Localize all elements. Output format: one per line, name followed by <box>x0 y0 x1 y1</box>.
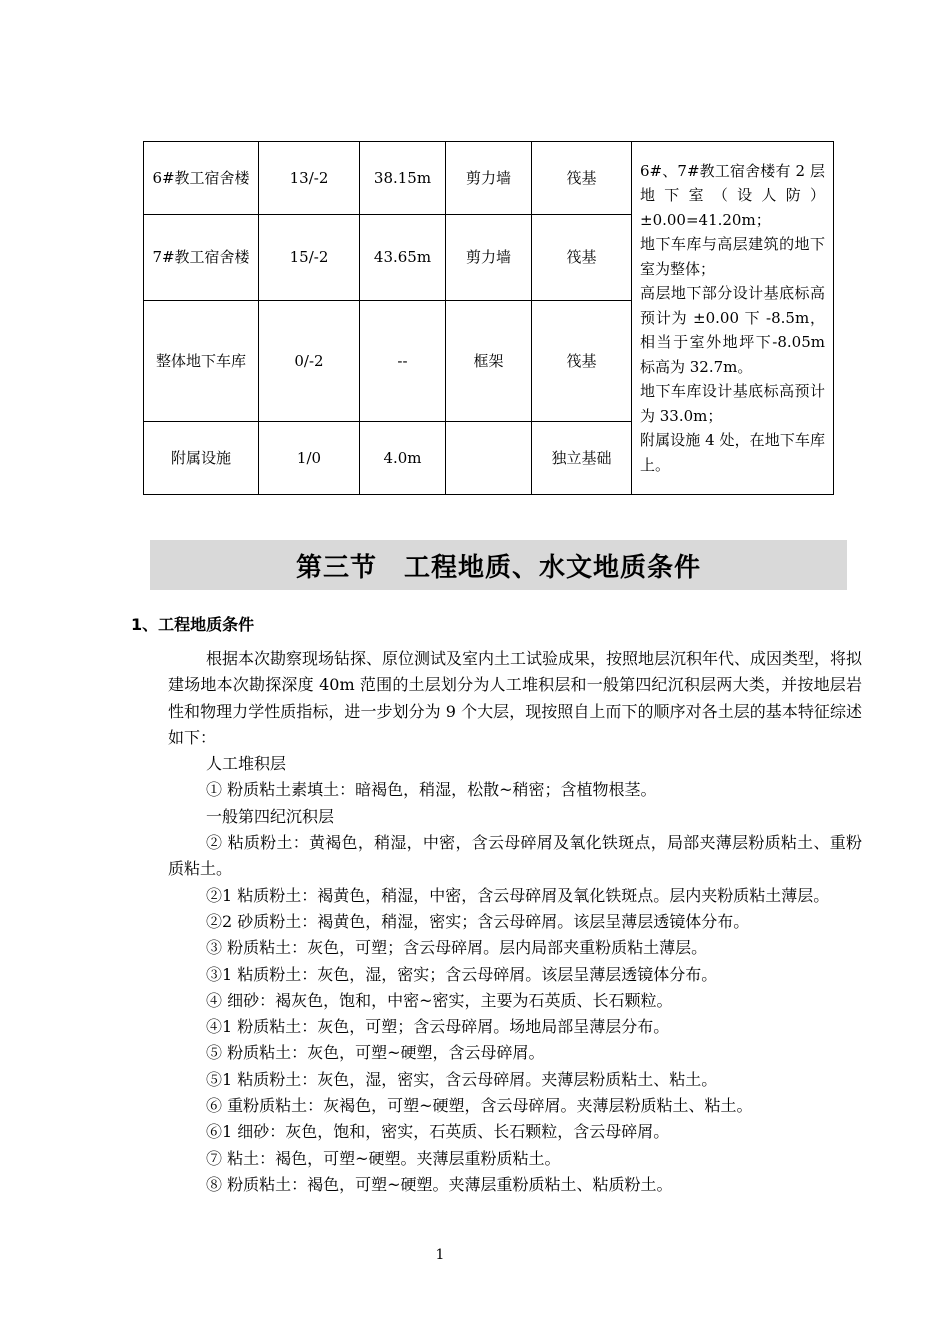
subsection-heading: 1、工程地质条件 <box>131 615 255 634</box>
foundation-cell: 筏基 <box>532 142 632 215</box>
note-line: 地下车库设计基底标高预计为 33.0m； <box>640 382 825 425</box>
floors-cell: 15/-2 <box>259 215 360 301</box>
soil-layer-item: ②2 砂质粉土：褐黄色，稍湿，密实；含云母碎屑。该层呈薄层透镜体分布。 <box>206 911 750 931</box>
layer-group-heading: 人工堆积层 <box>206 754 287 774</box>
notes-cell <box>632 142 834 495</box>
height-cell: -- <box>360 301 446 422</box>
note-line: 6#、7#教工宿舍楼有 2 层地下室（设人防）±0.00=41.20m； <box>640 161 825 229</box>
structure-cell: 剪力墙 <box>446 142 532 215</box>
height-cell: 4.0m <box>360 422 446 495</box>
table-row <box>144 142 834 215</box>
soil-layer-item: ⑥ 重粉质粘土：灰褐色，可塑~硬塑，含云母碎屑。夹薄层粉质粘土、粘土。 <box>206 1096 753 1116</box>
note-line: 地下车库与高层建筑的地下室为整体； <box>640 235 825 278</box>
height-cell: 38.15m <box>360 142 446 215</box>
intro-paragraph: 根据本次勘察现场钻探、原位测试及室内土工试验成果，按照地层沉积年代、成因类型，将拟建场地本次勘探深度 40m 范围的土层划分为人工堆积层和一般第四纪沉积层两大类，并按地层岩性和物理力学性质指标，进一步划分为 9 个大层，现按照自上而下的顺序对各土层的基本特征综述如下： <box>168 649 863 747</box>
section-title: 第三节 工程地质、水文地质条件 <box>295 552 701 583</box>
note-line: 高层地下部分设计基底标高预计为 ±0.00 下 -8.5m，相当于室外地坪下-8.05m 标高为 32.7m。 <box>640 284 825 376</box>
building-info-table <box>143 141 834 495</box>
structure-cell: 框架 <box>446 301 532 422</box>
foundation-cell: 筏基 <box>532 301 632 422</box>
soil-layer-item: ⑧ 粉质粘土：褐色，可塑~硬塑。夹薄层重粉质粘土、粘质粉土。 <box>206 1174 673 1194</box>
building-name-cell: 6#教工宿舍楼 <box>144 142 259 215</box>
floors-cell: 0/-2 <box>259 301 360 422</box>
building-name-cell: 整体地下车库 <box>144 301 259 422</box>
floors-cell: 13/-2 <box>259 142 360 215</box>
structure-cell <box>446 422 532 495</box>
foundation-cell: 筏基 <box>532 215 632 301</box>
soil-layer-item: ⑥1 细砂：灰色，饱和，密实，石英质、长石颗粒，含云母碎屑。 <box>206 1122 670 1142</box>
soil-layer-item: ④ 细砂：褐灰色，饱和，中密~密实，主要为石英质、长石颗粒。 <box>206 990 673 1010</box>
height-cell: 43.65m <box>360 215 446 301</box>
soil-layer-item: ④1 粉质粘土：灰色，可塑；含云母碎屑。场地局部呈薄层分布。 <box>206 1017 670 1037</box>
foundation-cell: 独立基础 <box>532 422 632 495</box>
section-title-bar <box>150 540 847 590</box>
building-name-cell: 附属设施 <box>144 422 259 495</box>
soil-layer-item: ⑤ 粉质粘土：灰色，可塑~硬塑，含云母碎屑。 <box>206 1043 545 1063</box>
soil-layer-item: ② 粘质粉土：黄褐色，稍湿，中密，含云母碎屑及氧化铁斑点，局部夹薄层粉质粘土、重粉质粘土。 <box>168 833 862 879</box>
soil-layer-item: ① 粉质粘土素填土：暗褐色，稍湿，松散~稍密；含植物根茎。 <box>206 780 657 800</box>
body-text <box>168 646 862 1198</box>
soil-layer-item: ③ 粉质粘土：灰色，可塑；含云母碎屑。层内局部夹重粉质粘土薄层。 <box>206 938 708 958</box>
layer-group-heading: 一般第四纪沉积层 <box>206 806 335 826</box>
soil-layer-item: ⑦ 粘土：褐色，可塑~硬塑。夹薄层重粉质粘土。 <box>206 1148 561 1168</box>
structure-cell: 剪力墙 <box>446 215 532 301</box>
soil-layer-item: ⑤1 粘质粉土：灰色，湿，密实，含云母碎屑。夹薄层粉质粘土、粘土。 <box>206 1069 718 1089</box>
soil-layer-item: ②1 粘质粉土：褐黄色，稍湿，中密，含云母碎屑及氧化铁斑点。层内夹粉质粘土薄层。 <box>206 885 830 905</box>
floors-cell: 1/0 <box>259 422 360 495</box>
note-line: 附属设施 4 处，在地下车库上。 <box>640 431 825 474</box>
building-name-cell: 7#教工宿舍楼 <box>144 215 259 301</box>
soil-layer-item: ③1 粘质粉土：灰色，湿，密实；含云母碎屑。该层呈薄层透镜体分布。 <box>206 964 718 984</box>
page-number: 1 <box>435 1247 445 1263</box>
